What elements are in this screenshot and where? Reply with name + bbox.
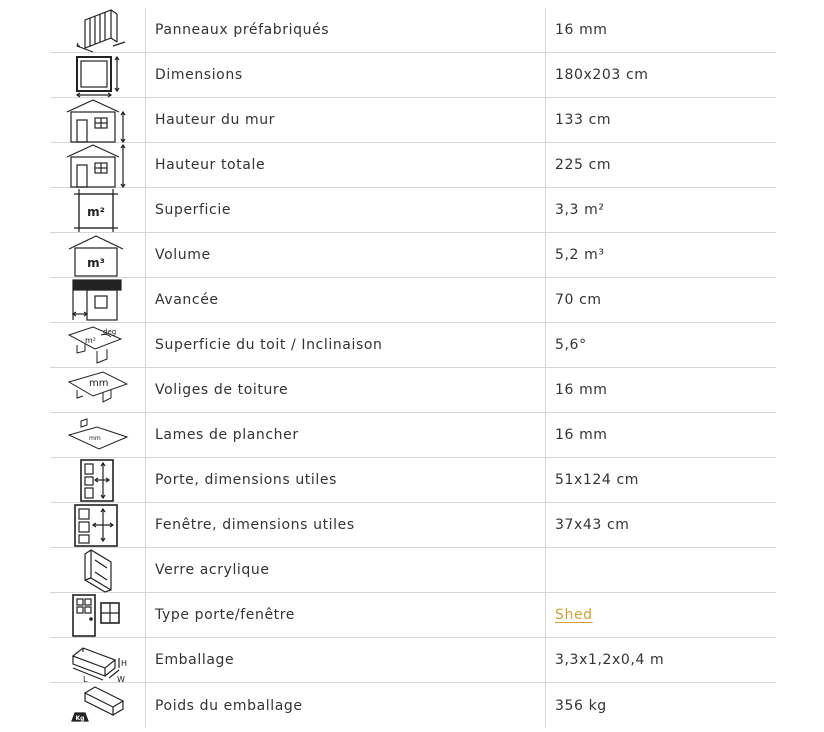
icon-cell — [50, 143, 146, 187]
spec-value: 133 cm — [555, 112, 612, 128]
spec-label: Voliges de toiture — [146, 368, 546, 412]
spec-row — [50, 143, 776, 188]
spec-value: 16 mm — [555, 427, 608, 443]
door-window-type-icon — [63, 593, 133, 638]
icon-cell — [50, 503, 146, 547]
spec-value: 3,3x1,2x0,4 m — [555, 652, 665, 668]
volume-icon-text: m³ — [86, 255, 105, 270]
spec-value: 225 cm — [555, 157, 612, 173]
spec-label: Superficie du toit / Inclinaison — [146, 323, 546, 367]
spec-row — [50, 548, 776, 593]
spec-label: Hauteur totale — [146, 143, 546, 187]
spec-label: Verre acrylique — [146, 548, 546, 592]
icon-cell — [50, 593, 146, 637]
roof-area-icon-text: m² — [84, 335, 96, 345]
spec-row — [50, 593, 776, 638]
spec-label: Fenêtre, dimensions utiles — [146, 503, 546, 547]
door-window-type-link[interactable]: Shed — [555, 607, 593, 623]
icon-cell — [50, 188, 146, 232]
icon-cell — [50, 548, 146, 592]
icon-cell — [50, 368, 146, 412]
spec-label: Lames de plancher — [146, 413, 546, 457]
door-size-icon — [63, 458, 133, 503]
spec-row — [50, 98, 776, 143]
spec-label: Hauteur du mur — [146, 98, 546, 142]
volume-icon — [63, 233, 133, 278]
spec-row — [50, 188, 776, 233]
spec-row — [50, 503, 776, 548]
spec-label: Type porte/fenêtre — [146, 593, 546, 637]
spec-value: 37x43 cm — [555, 517, 630, 533]
spec-label: Avancée — [146, 278, 546, 322]
spec-row — [50, 53, 776, 98]
floor-area-icon — [63, 188, 133, 233]
spec-value: 16 mm — [555, 22, 608, 38]
spec-value: 5,2 m³ — [555, 247, 605, 263]
roof-boards-icon — [63, 368, 133, 413]
spec-label: Volume — [146, 233, 546, 277]
icon-cell — [50, 638, 146, 682]
icon-cell — [50, 233, 146, 277]
package-weight-icon — [63, 683, 133, 728]
spec-row — [50, 458, 776, 503]
floor-area-icon-text: m² — [86, 204, 105, 219]
icon-cell — [50, 8, 146, 52]
spec-label: Porte, dimensions utiles — [146, 458, 546, 502]
spec-row — [50, 683, 776, 728]
spec-row — [50, 278, 776, 323]
spec-value: 51x124 cm — [555, 472, 640, 488]
window-size-icon — [63, 503, 133, 548]
spec-row — [50, 323, 776, 368]
icon-cell — [50, 53, 146, 97]
roof-boards-icon-text: mm — [88, 377, 108, 389]
spec-value: 3,3 m² — [555, 202, 605, 218]
spec-label: Emballage — [146, 638, 546, 682]
roof-area-pitch-icon — [63, 323, 133, 368]
spec-row — [50, 233, 776, 278]
icon-cell — [50, 683, 146, 728]
overhang-icon — [63, 278, 133, 323]
spec-label: Poids du emballage — [146, 683, 546, 728]
dimensions-icon — [63, 53, 133, 98]
icon-cell — [50, 323, 146, 367]
spec-value-cell — [546, 593, 776, 637]
spec-value: 356 kg — [555, 697, 607, 714]
icon-cell — [50, 413, 146, 457]
spec-value: 5,6° — [555, 337, 587, 353]
spec-value: 180x203 cm — [555, 67, 649, 83]
package-length-icon-text: L — [82, 674, 87, 683]
wall-height-icon — [63, 98, 133, 143]
spec-label: Panneaux préfabriqués — [146, 8, 546, 52]
total-height-icon — [63, 143, 133, 188]
icon-cell — [50, 278, 146, 322]
spec-row — [50, 8, 776, 53]
package-height-icon-text: H — [120, 658, 127, 668]
spec-value: 70 cm — [555, 292, 602, 308]
spec-value — [546, 548, 776, 592]
spec-label: Superficie — [146, 188, 546, 232]
spec-label: Dimensions — [146, 53, 546, 97]
spec-row — [50, 368, 776, 413]
package-weight-icon-text: Kg — [75, 715, 84, 722]
spec-row — [50, 413, 776, 458]
spec-row — [50, 638, 776, 683]
spec-table — [50, 8, 776, 728]
floor-boards-icon — [63, 413, 133, 458]
package-size-icon — [63, 638, 133, 683]
roof-pitch-icon-text: deg — [102, 327, 116, 336]
prefab-panel-icon — [63, 8, 133, 53]
icon-cell — [50, 458, 146, 502]
package-width-icon-text: W — [116, 674, 125, 683]
acrylic-glass-icon — [63, 548, 133, 593]
spec-value: 16 mm — [555, 382, 608, 398]
icon-cell — [50, 98, 146, 142]
floor-boards-icon-text: mm — [88, 434, 101, 442]
